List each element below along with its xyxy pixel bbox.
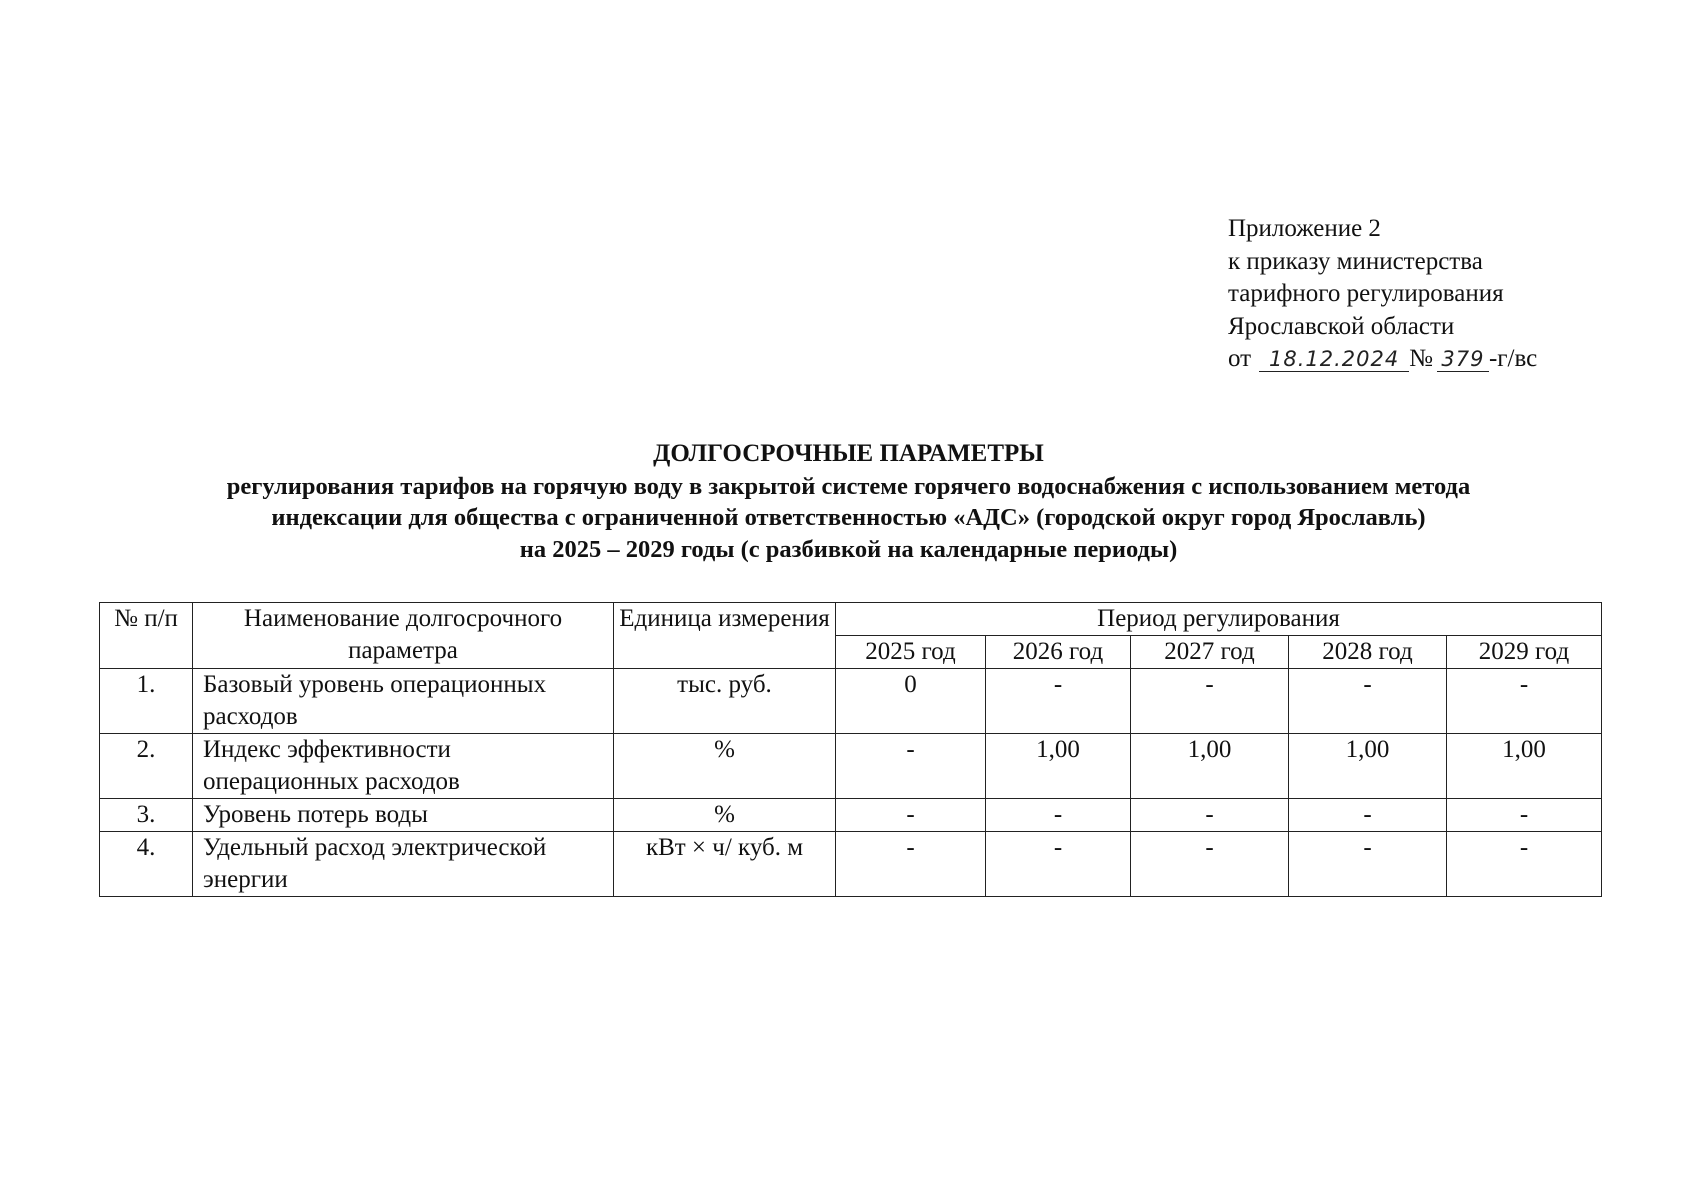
header-unit: Единица измерения bbox=[614, 603, 836, 669]
row-value-2025: - bbox=[836, 799, 986, 832]
document-subtitle-line-2: индексации для общества с ограниченной ответственностью «АДС» (городской округ город Ярославль) bbox=[271, 504, 1426, 531]
row-value-2029: - bbox=[1447, 832, 1602, 897]
appendix-line-2: к приказу министерства bbox=[1228, 247, 1483, 275]
row-value-2027: - bbox=[1131, 799, 1289, 832]
document-subtitle-line-3: на 2025 – 2029 годы (с разбивкой на календарные периоды) bbox=[519, 535, 1178, 563]
table-row bbox=[100, 799, 1602, 832]
header-param-name: Наименование долгосрочного параметра bbox=[193, 603, 614, 669]
row-value-2028: - bbox=[1289, 669, 1447, 734]
order-number-sign: № bbox=[1409, 345, 1433, 372]
header-year-2027: 2027 год bbox=[1131, 636, 1289, 669]
row-unit: % bbox=[614, 799, 836, 832]
row-param-name: Индекс эффективности операционных расходов bbox=[193, 734, 614, 799]
header-period: Период регулирования bbox=[836, 603, 1602, 636]
appendix-line-3: тарифного регулирования bbox=[1228, 280, 1504, 307]
row-value-2026: 1,00 bbox=[986, 734, 1131, 799]
order-date: 18.12.2024 bbox=[1259, 347, 1409, 372]
row-value-2025: - bbox=[836, 734, 986, 799]
row-unit: тыс. руб. bbox=[614, 669, 836, 734]
row-value-2026: - bbox=[986, 669, 1131, 734]
appendix-header bbox=[1228, 213, 1537, 376]
row-value-2029: 1,00 bbox=[1447, 734, 1602, 799]
row-num: 1. bbox=[100, 669, 193, 734]
document-title: ДОЛГОСРОЧНЫЕ ПАРАМЕТРЫ bbox=[653, 440, 1044, 467]
row-param-name: Удельный расход электрической энергии bbox=[193, 832, 614, 897]
row-value-2027: - bbox=[1131, 669, 1289, 734]
header-year-2025: 2025 год bbox=[836, 636, 986, 669]
order-number: 379 bbox=[1437, 347, 1489, 372]
row-value-2028: - bbox=[1289, 799, 1447, 832]
table-row bbox=[100, 832, 1602, 897]
order-reference-line bbox=[1228, 343, 1537, 376]
header-year-2029: 2029 год bbox=[1447, 636, 1602, 669]
document-title-block bbox=[100, 438, 1597, 565]
row-unit: % bbox=[614, 734, 836, 799]
row-value-2028: - bbox=[1289, 832, 1447, 897]
document-subtitle-line-1: регулирования тарифов на горячую воду в закрытой системе горячего водоснабжения с использованием метода bbox=[226, 472, 1471, 500]
row-value-2029: - bbox=[1447, 799, 1602, 832]
row-value-2026: - bbox=[986, 832, 1131, 897]
table-row bbox=[100, 734, 1602, 799]
order-suffix: -г/вс bbox=[1488, 345, 1538, 372]
row-num: 2. bbox=[100, 734, 193, 799]
row-value-2027: - bbox=[1131, 832, 1289, 897]
header-year-2026: 2026 год bbox=[986, 636, 1131, 669]
row-unit: кВт × ч/ куб. м bbox=[614, 832, 836, 897]
row-param-name: Уровень потерь воды bbox=[193, 799, 614, 832]
row-value-2025: - bbox=[836, 832, 986, 897]
header-year-2028: 2028 год bbox=[1289, 636, 1447, 669]
row-value-2027: 1,00 bbox=[1131, 734, 1289, 799]
row-num: 3. bbox=[100, 799, 193, 832]
row-value-2029: - bbox=[1447, 669, 1602, 734]
row-value-2026: - bbox=[986, 799, 1131, 832]
row-param-name: Базовый уровень операционных расходов bbox=[193, 669, 614, 734]
row-value-2028: 1,00 bbox=[1289, 734, 1447, 799]
row-value-2025: 0 bbox=[836, 669, 986, 734]
appendix-line-4: Ярославской области bbox=[1228, 312, 1455, 340]
header-num: № п/п bbox=[100, 603, 193, 669]
parameters-table bbox=[99, 602, 1602, 897]
appendix-line-1: Приложение 2 bbox=[1228, 215, 1381, 242]
table-row bbox=[100, 669, 1602, 734]
row-num: 4. bbox=[100, 832, 193, 897]
order-prefix: от bbox=[1228, 345, 1252, 372]
